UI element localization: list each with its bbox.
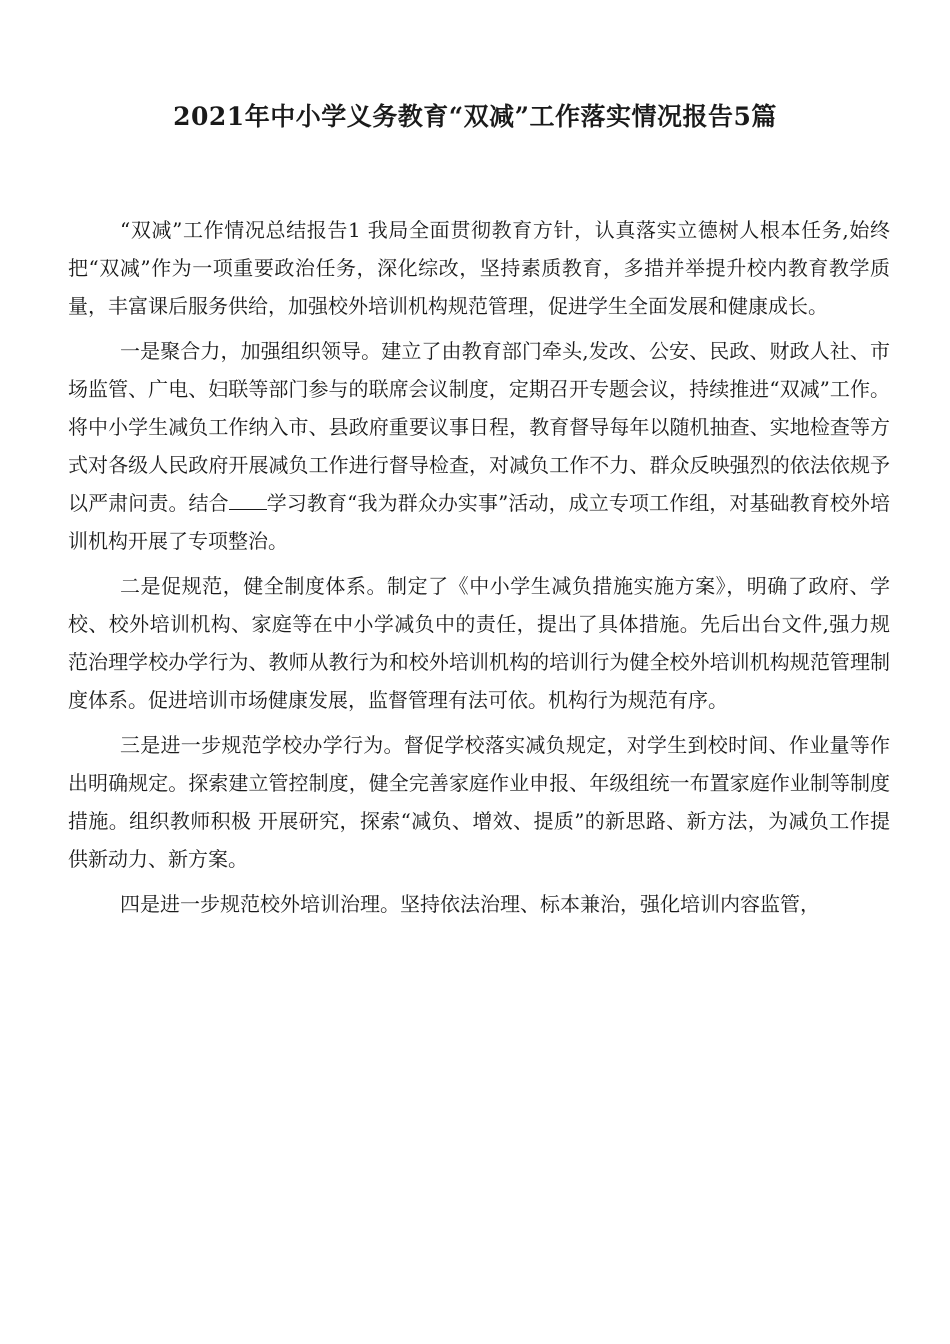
document-title: 2021年中小学义务教育“双减”工作落实情况报告5篇 xyxy=(173,102,777,131)
paragraph-off-campus-training: 四是进一步规范校外培训治理。坚持依法治理、标本兼治，强化培训内容监管， xyxy=(120,892,820,916)
paragraph-intro: “双减”工作情况总结报告1 我局全面贯彻教育方针，认真落实立德树人根本任务,始终把“双减”作为一项重要政治任务，深化综改，坚持素质教育，多措并举提升校内教育教学质量，丰富课后服务供给，加强校外培训机构规范管理，促进学生全面发展和健康成长。 xyxy=(68,218,890,318)
paragraph-school-conduct: 三是进一步规范学校办学行为。督促学校落实减负规定，对学生到校时间、作业量等作出明确规定。探索建立管控制度，健全完善家庭作业申报、年级组统一布置家庭作业制等制度措施。组织教师积极 开展研究，探索“减负、增效、提质”的新思路、新方法，为减负工作提供新动力、新方案。 xyxy=(68,733,890,871)
paragraph-regulation: 二是促规范，健全制度体系。制定了《中小学生减负措施实施方案》，明确了政府、学校、校外培训机构、家庭等在中小学减负中的责任，提出了具体措施。先后出台文件,强力规范治理学校办学行为、教师从教行为和校外培训机构的培训行为健全校外培训机构规范管理制度体系。促进培训市场健康发展，监督管理有法可依。机构行为规范有序。 xyxy=(68,574,890,712)
blank-underline xyxy=(229,489,267,510)
paragraph-organization-text: 一是聚合力，加强组织领导。建立了由教育部门牵头,发改、公安、民政、财政人社、市场监管、广电、妇联等部门参与的联席会议制度，定期召开专题会议，持续推进“双减”工作。将中小学生减负工作纳入市、县政府重要议事日程，教育督导每年以随机抽查、实地检查等方式对各级人民政府开展减负工作进行督导检查，对减负工作不力、群众反映强烈的依法依规予以严肃问责。结合 xyxy=(68,339,890,515)
document-body xyxy=(68,211,890,923)
paragraph-organization xyxy=(68,332,890,560)
paragraph-organization-continued: 学习教育“我为群众办实事”活动，成立专项工作组，对基础教育校外培训机构开展了专项整治。 xyxy=(68,491,891,553)
